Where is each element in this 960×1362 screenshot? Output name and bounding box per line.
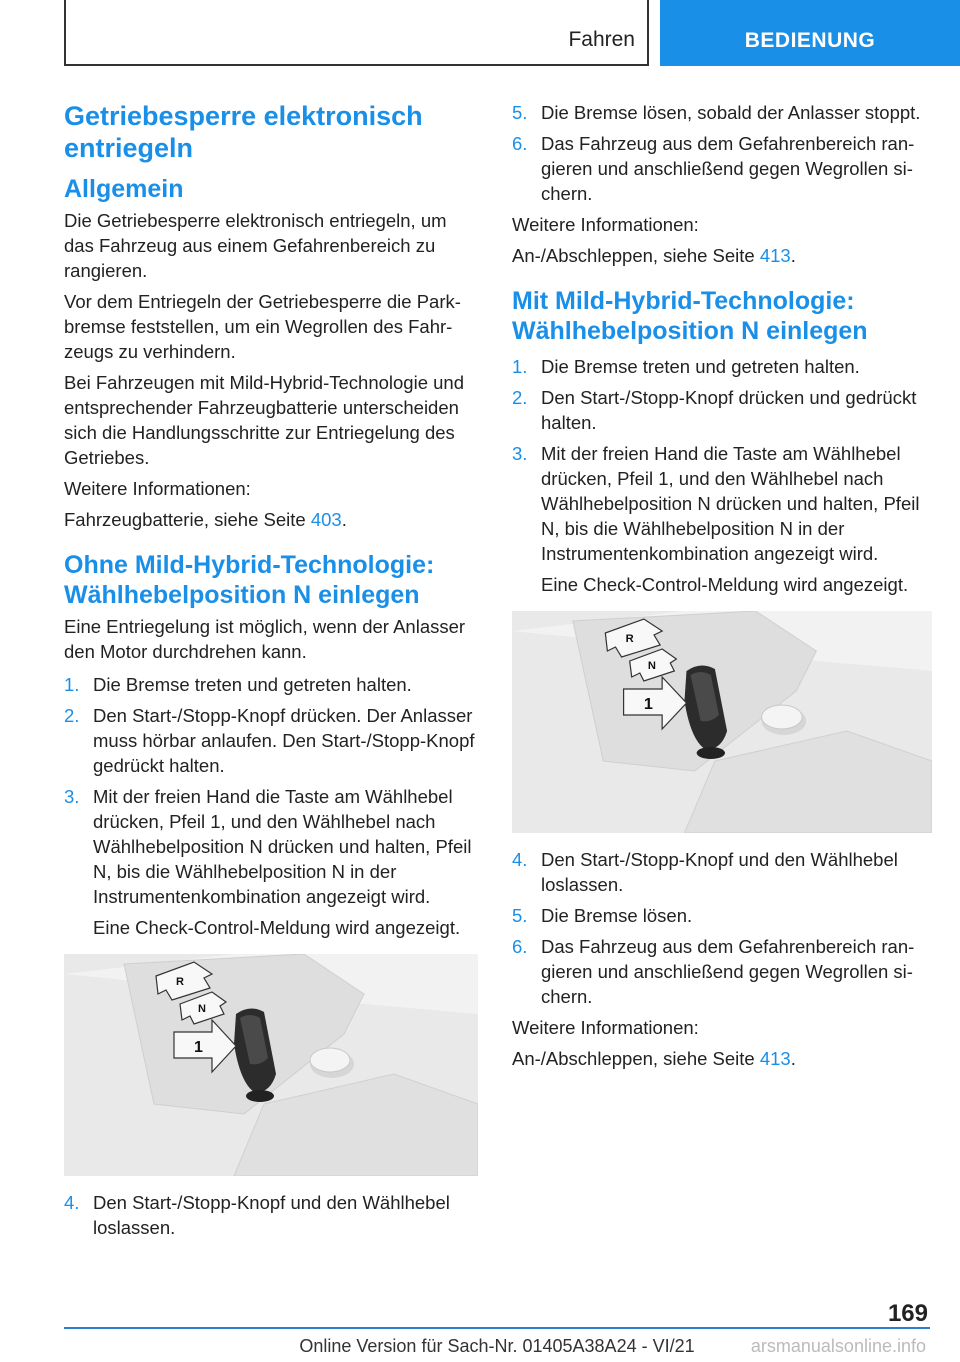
steps-list-continued bbox=[64, 1190, 478, 1240]
list-item bbox=[64, 784, 478, 940]
list-item bbox=[512, 847, 932, 897]
step-number: 6. bbox=[512, 133, 528, 154]
step-text: Den Start-/Stopp-Knopf drücken. Der Anlasser muss hörbar anlaufen. Den Start-/Stopp-Knopf gedrückt halten. bbox=[93, 705, 475, 776]
right-column bbox=[512, 100, 932, 1077]
page-link-403[interactable]: 403 bbox=[310, 509, 342, 530]
list-item bbox=[512, 100, 932, 125]
list-item bbox=[512, 934, 932, 1009]
footer-watermark: arsmanualsonline.info bbox=[750, 1336, 926, 1356]
more-info-label: Weitere Informationen: bbox=[64, 478, 251, 499]
reference-battery bbox=[64, 507, 478, 532]
reference-end: . bbox=[790, 245, 796, 266]
arrow-label-r: R bbox=[176, 976, 184, 988]
reference-towing bbox=[512, 243, 932, 268]
step-number: 1. bbox=[64, 674, 80, 695]
gear-selector-illustration bbox=[64, 954, 478, 1176]
reference-text: An-/Abschleppen, siehe Seite bbox=[512, 1048, 760, 1069]
page-link-413[interactable]: 413 bbox=[759, 245, 791, 266]
general-paragraph-2: Vor dem Entriegeln der Getriebesperre die Parkbremse feststellen, um ein Wegrollen des Fahrzeugs zu verhindern. bbox=[64, 291, 461, 362]
step-number: 5. bbox=[512, 102, 528, 123]
step-number: 1. bbox=[512, 356, 528, 377]
arrow-label-1: 1 bbox=[643, 695, 653, 713]
page-title: Getriebesperre elektronisch entriegeln bbox=[64, 101, 423, 163]
general-paragraph-3: Bei Fahrzeugen mit Mild-Hybrid-Technologie und entsprechender Fahrzeugbatterie unterscheiden sich die Handlungsschritte zur Entriegelung des Getriebes. bbox=[64, 372, 464, 468]
gear-selector-image bbox=[64, 954, 478, 1176]
list-item bbox=[64, 672, 478, 697]
step-number: 6. bbox=[512, 936, 528, 957]
reference-towing-2 bbox=[512, 1046, 932, 1071]
step-number: 4. bbox=[512, 849, 528, 870]
step-text: Den Start-/Stopp-Knopf und den Wählhebel loslassen. bbox=[93, 1192, 450, 1238]
list-item bbox=[512, 131, 932, 206]
list-item bbox=[64, 1190, 478, 1240]
arrow-label-n: N bbox=[198, 1003, 206, 1015]
gear-selector-image-2 bbox=[512, 611, 932, 833]
section-intro: Eine Entriegelung ist möglich, wenn der Anlasser den Motor durchdrehen kann. bbox=[64, 616, 466, 662]
page-link-413-2[interactable]: 413 bbox=[759, 1048, 791, 1069]
arrow-label-n: N bbox=[647, 660, 656, 672]
section-heading-without-mild-hybrid: Ohne Mild-Hybrid-Technologie: Wählhebelposition N einlegen bbox=[64, 551, 435, 609]
reference-text: Fahrzeugbatterie, siehe Seite bbox=[64, 509, 311, 530]
list-item bbox=[512, 441, 932, 597]
more-info-label: Weitere Informationen: bbox=[512, 214, 699, 235]
step-text: Die Bremse lösen. bbox=[541, 905, 693, 926]
step-text: Das Fahrzeug aus dem Gefahrenbereich rangieren und anschließend gegen Wegrollen sichern. bbox=[541, 936, 915, 1007]
step-number: 3. bbox=[64, 786, 80, 807]
section-heading-with-mild-hybrid: Mit Mild-Hybrid-Technologie: Wählhebelposition N einlegen bbox=[512, 287, 868, 345]
step-text: Den Start-/Stopp-Knopf und den Wählhebel loslassen. bbox=[541, 849, 898, 895]
step-number: 3. bbox=[512, 443, 528, 464]
arrow-label-r: R bbox=[625, 633, 634, 645]
more-info-label-2: Weitere Informationen: bbox=[512, 1017, 699, 1038]
gear-selector-illustration-2 bbox=[512, 611, 932, 833]
step-text: Die Bremse treten und getreten halten. bbox=[541, 356, 860, 377]
reference-text: An-/Abschleppen, siehe Seite bbox=[512, 245, 760, 266]
step-text: Den Start-/Stopp-Knopf drücken und gedrückt halten. bbox=[541, 387, 917, 433]
step-text: Mit der freien Hand die Taste am Wählhebel drücken, Pfeil 1, und den Wählhebel nach Wählhebelposition N drücken und halten, Pfeil N, bis die Wählhebelposition N in der Instrumentenkombination angezeigt wird. bbox=[93, 786, 472, 907]
general-heading: Allgemein bbox=[64, 175, 184, 203]
header-section-tab bbox=[660, 0, 960, 66]
arrow-label-1: 1 bbox=[194, 1039, 203, 1056]
step-number: 4. bbox=[64, 1192, 80, 1213]
step-number: 2. bbox=[512, 387, 528, 408]
step-text: Das Fahrzeug aus dem Gefahrenbereich rangieren und anschließend gegen Wegrollen sichern. bbox=[541, 133, 915, 204]
reference-end: . bbox=[341, 509, 347, 530]
step-text: Die Bremse treten und getreten halten. bbox=[93, 674, 412, 695]
steps-list-mild-hybrid bbox=[512, 354, 932, 597]
header-chapter-box bbox=[64, 0, 649, 66]
list-item bbox=[512, 354, 932, 379]
step-number: 2. bbox=[64, 705, 80, 726]
list-item bbox=[64, 703, 478, 778]
header-chapter: Fahren bbox=[568, 28, 635, 51]
left-column bbox=[64, 100, 478, 1246]
page-number: 169 bbox=[887, 1300, 928, 1327]
steps-list-continued-right bbox=[512, 100, 932, 206]
steps-list bbox=[64, 672, 478, 940]
step-note: Eine Check-Control-Meldung wird angezeigt. bbox=[541, 574, 909, 595]
step-text: Mit der freien Hand die Taste am Wählhebel drücken, Pfeil 1, und den Wählhebel nach Wählhebelposition N drücken und halten, Pfeil N, bis die Wählhebelposition N in der Instrumentenkombination angezeigt wird. bbox=[541, 443, 920, 564]
list-item bbox=[512, 903, 932, 928]
footer-online-version: Online Version für Sach-Nr. 01405A38A24 - VI/21 bbox=[299, 1336, 695, 1356]
list-item bbox=[512, 385, 932, 435]
reference-end: . bbox=[790, 1048, 796, 1069]
general-paragraph-1: Die Getriebesperre elektronisch entriegeln, um das Fahrzeug aus einem Gefahrenbereich zu rangieren. bbox=[64, 210, 447, 281]
header-section-label: BEDIENUNG bbox=[744, 29, 876, 52]
footer-divider bbox=[64, 1327, 930, 1329]
step-text: Die Bremse lösen, sobald der Anlasser stoppt. bbox=[541, 102, 921, 123]
steps-list-mild-hybrid-continued bbox=[512, 847, 932, 1009]
step-note: Eine Check-Control-Meldung wird angezeigt. bbox=[93, 917, 461, 938]
step-number: 5. bbox=[512, 905, 528, 926]
